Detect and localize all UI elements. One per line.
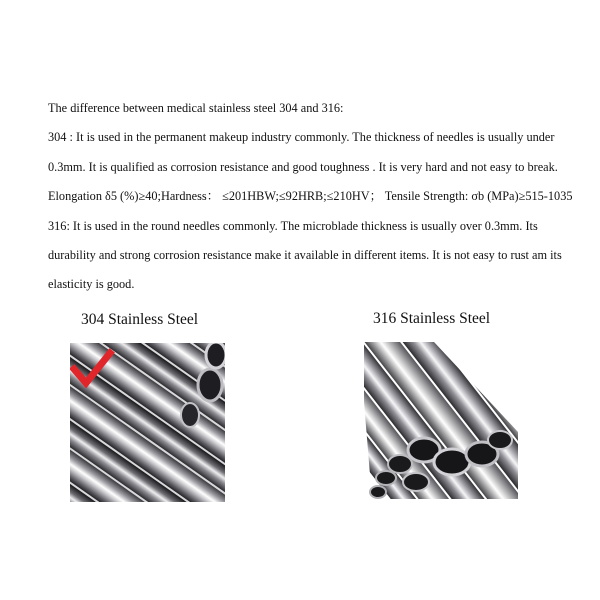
- caption-304: 304 Stainless Steel: [81, 311, 199, 328]
- text-line: 0.3mm. It is qualified as corrosion resistance and good toughness . It is very hard and not easy to break.: [48, 159, 558, 174]
- text-line: 304 : It is used in the permanent makeup industry commonly. The thickness of needles is usually under: [48, 130, 555, 145]
- caption-316: 316 Stainless Steel: [373, 310, 491, 327]
- text-line: 316: It is used in the round needles commonly. The microblade thickness is usually over 0.3mm. Its: [48, 218, 538, 233]
- heading-line: The difference between medical stainless steel 304 and 316:: [48, 101, 344, 115]
- description-text: [48, 94, 578, 300]
- steel-316-illustration: [364, 342, 518, 499]
- steel-304-illustration: [70, 343, 225, 502]
- steel-304-image: [70, 343, 225, 502]
- steel-316-image: [364, 342, 518, 499]
- text-line: Elongation δ5 (%)≥40;Hardness： ≤201HBW;≤92HRB;≤210HV； Tensile Strength: σb (MPa)≥515-1035: [48, 189, 573, 204]
- text-line: durability and strong corrosion resistance make it available in different items. It is not easy to rust am its: [48, 248, 562, 263]
- text-line: elasticity is good.: [48, 277, 135, 292]
